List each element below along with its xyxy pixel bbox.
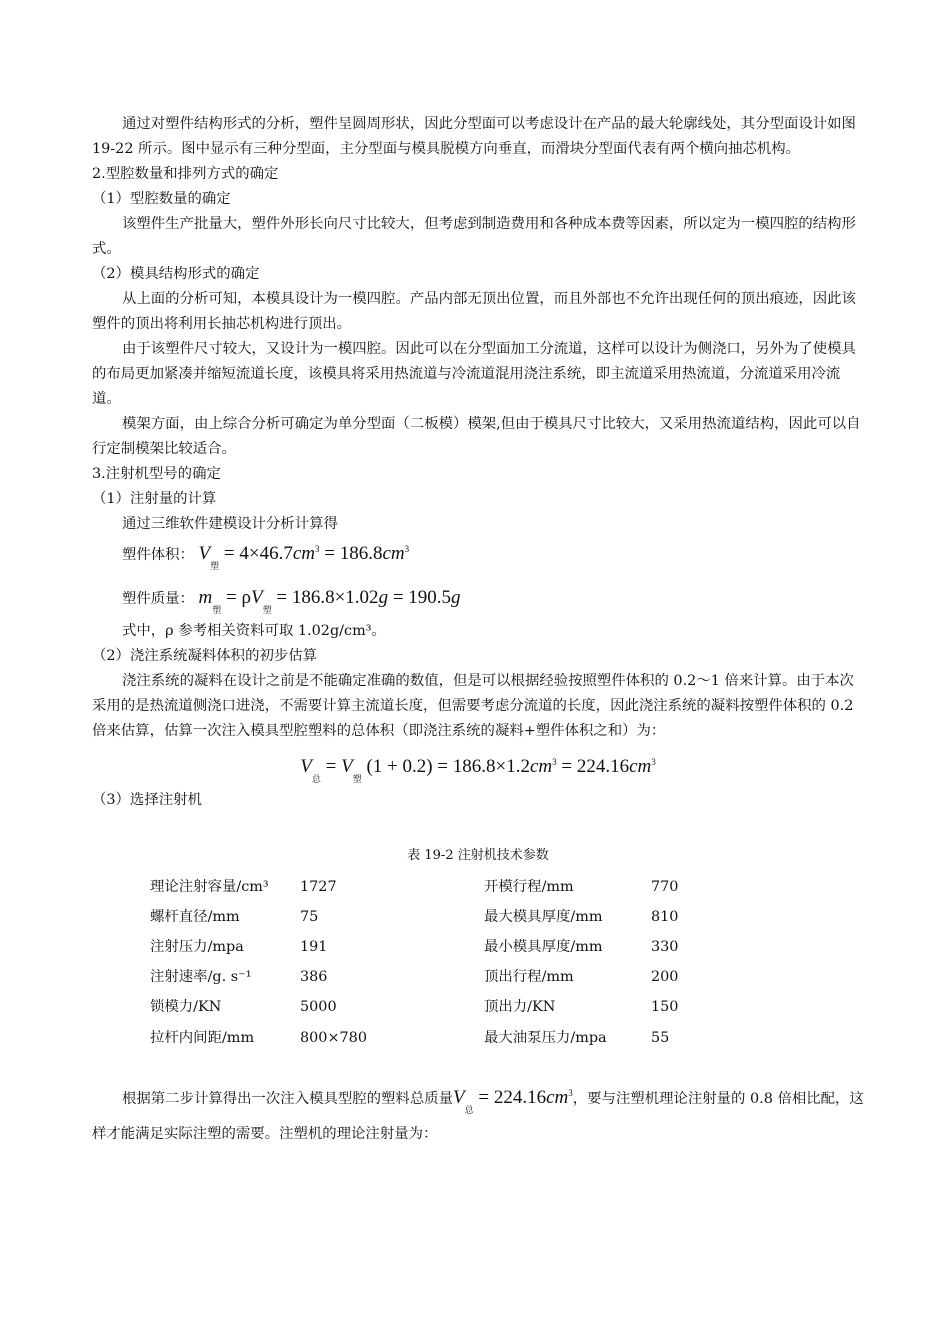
math-expression: = ρ [226, 587, 251, 608]
math-subscript: 塑 [262, 605, 272, 615]
math-unit: cm [629, 756, 652, 777]
table-cell: 800×780 [300, 1029, 367, 1046]
spec-table [150, 872, 731, 1053]
math-symbol: V [300, 756, 312, 777]
math-symbol: V [251, 587, 263, 608]
table-row [150, 872, 731, 902]
math-expression: = 186.8×1.02 [276, 587, 379, 608]
section-heading: 2.型腔数量和排列方式的确定 [92, 166, 279, 182]
equation-mass [92, 585, 864, 615]
paragraph: 通过三维软件建模设计分析计算得 [122, 516, 338, 532]
table-cell: 螺杆直径/mm [150, 908, 240, 925]
table-cell: 最大模具厚度/mm [484, 908, 603, 925]
math-subscript: 塑 [352, 774, 362, 784]
math-unit: g [378, 587, 389, 608]
math-subscript: 总 [311, 774, 321, 784]
math-expression: = [320, 756, 342, 777]
math-unit: g [451, 587, 461, 608]
table-cell: 最大油泵压力/mpa [484, 1029, 607, 1046]
table-cell: 770 [651, 878, 679, 895]
subsection-heading: （2）浇注系统凝料体积的初步估算 [92, 648, 318, 664]
table-cell: 75 [300, 908, 319, 925]
math-symbol: V [453, 1087, 465, 1109]
table-cell: 810 [651, 908, 679, 925]
paragraph: 通过对塑件结构形式的分析，塑件呈圆周形状，因此分型面可以考虑设计在产品的最大轮廓线处，其分型面设计如图 19-22 所示。图中显示有三种分型面，主分型面与模具脱模方向垂直，而滑块分型面代表有两个横向抽芯机构。 [92, 116, 856, 157]
table-row [150, 993, 731, 1023]
math-symbol: V [341, 756, 353, 777]
subsection-heading: （3）选择注射机 [92, 792, 202, 808]
paragraph: 模架方面，由上综合分析可确定为单分型面（二板模）模架,但由于模具尺寸比较大，又采用热流道结构，因此可以自行定制模架比较适合。 [92, 416, 861, 457]
table-row [150, 963, 731, 993]
subsection-heading: （1）型腔数量的确定 [92, 191, 231, 207]
math-subscript: 塑 [212, 605, 222, 615]
math-expression: = 4×46.7 [223, 543, 293, 564]
document-page [92, 112, 864, 1151]
table-cell: 注射速率/g. s⁻¹ [150, 969, 252, 986]
table-cell: 最小模具厚度/mm [484, 938, 603, 955]
table-caption: 表 19-2 注射机技术参数 [407, 848, 549, 863]
paragraph: 由于该塑件尺寸较大，又设计为一模四腔。因此可以在分型面加工分流道，这样可以设计为侧浇口，另外为了使模具的布局更加紧凑并缩短流道长度，该模具将采用热流道与冷流道混用浇注系统，即主流道采用热流道，分流道采用冷流道。 [92, 341, 856, 407]
table-cell: 150 [651, 999, 679, 1016]
table-cell: 注射压力/mpa [150, 938, 244, 955]
math-subscript: 塑 [210, 561, 220, 571]
math-unit: cm [292, 543, 316, 564]
equation-label: 塑件质量： [122, 591, 194, 607]
math-symbol: m [198, 587, 213, 608]
subsection-heading: （1）注射量的计算 [92, 491, 217, 507]
paragraph-text: ，要与注塑机理论注射量的 0.8 倍相比配，这样才能满足实际注塑的需要。注塑机的理论注射量为： [92, 1091, 864, 1143]
table-cell: 330 [651, 938, 679, 955]
table-row [150, 932, 731, 962]
table-cell: 5000 [300, 999, 337, 1016]
paragraph: 从上面的分析可知，本模具设计为一模四腔。产品内部无顶出位置，而且外部也不允许出现任何的顶出痕迹，因此该塑件的顶出将利用长抽芯机构进行顶出。 [92, 291, 856, 332]
math-expression: = 224.16 [556, 756, 630, 777]
equation-total-volume: $V_总 = V_塑$ $(1 + 0.2) = 186.8\times 1.2cm^3 = 224.16cm^3$ [300, 756, 656, 784]
paragraph: 该塑件生产批量大，塑件外形长向尺寸比较大，但考虑到制造费用和各种成本费等因素，所以定为一模四腔的结构形式。 [92, 216, 856, 257]
table-cell: 191 [300, 938, 328, 955]
table-cell: 开模行程/mm [484, 878, 574, 895]
math-subscript: 总 [464, 1105, 474, 1116]
table-cell: 200 [651, 969, 679, 986]
table-row [150, 1023, 731, 1053]
paragraph: 浇注系统的凝料在设计之前是不能确定准确的数值，但是可以根据经验按照塑件体积的 0.2～1 倍来计算。由于本次采用的是热流道侧浇口进浇，不需要计算主流道长度，但需要考虑分流道的长度，因此浇注系统的凝料按塑件体积的 0.2 倍来估算，估算一次注入模具型腔塑料的总体积（即浇注系统的凝料+塑件体积之和）为： [92, 673, 854, 739]
table-cell: 拉杆内间距/mm [150, 1029, 255, 1046]
table-cell: 1727 [300, 878, 337, 895]
paragraph: 根据第二步计算得出一次注入模具型腔的塑料总质量$V_总 = 224.16cm^3$，要与注塑机理论注射量的 0.8 倍相比配，这样才能满足实际注塑的需要。注塑机的理论注射量为： [92, 1087, 864, 1143]
math-symbol: V [198, 543, 211, 564]
paragraph: 式中，ρ 参考相关资料可取 1.02g/cm³。 [122, 623, 386, 639]
table-cell: 386 [300, 969, 328, 986]
paragraph-text: 根据第二步计算得出一次注入模具型腔的塑料总质量 [122, 1091, 453, 1108]
table-cell: 锁模力/KN [150, 999, 222, 1016]
math-unit: cm [546, 1087, 569, 1109]
math-unit: cm [382, 543, 405, 564]
table-cell: 顶出力/KN [484, 999, 556, 1016]
equation-label: 塑件体积： [122, 547, 194, 563]
math-expression: = 186.8 [319, 543, 383, 564]
table-cell: 理论注射容量/cm³ [150, 878, 269, 895]
table-row [150, 902, 731, 932]
table-cell: 顶出行程/mm [484, 969, 574, 986]
math-expression: = 190.5 [388, 587, 452, 608]
math-expression: = 224.16 [473, 1087, 547, 1109]
table-cell: 55 [651, 1029, 670, 1046]
math-expression: (1 + 0.2) = 186.8×1.2 [366, 756, 530, 777]
section-heading: 3.注射机型号的确定 [92, 466, 221, 482]
math-unit: cm [530, 756, 553, 777]
equation-volume: 塑件体积： $V_塑 = 4\times 46.7cm^3 = 186.8cm^3$ [122, 543, 410, 571]
subsection-heading: （2）模具结构形式的确定 [92, 266, 260, 282]
